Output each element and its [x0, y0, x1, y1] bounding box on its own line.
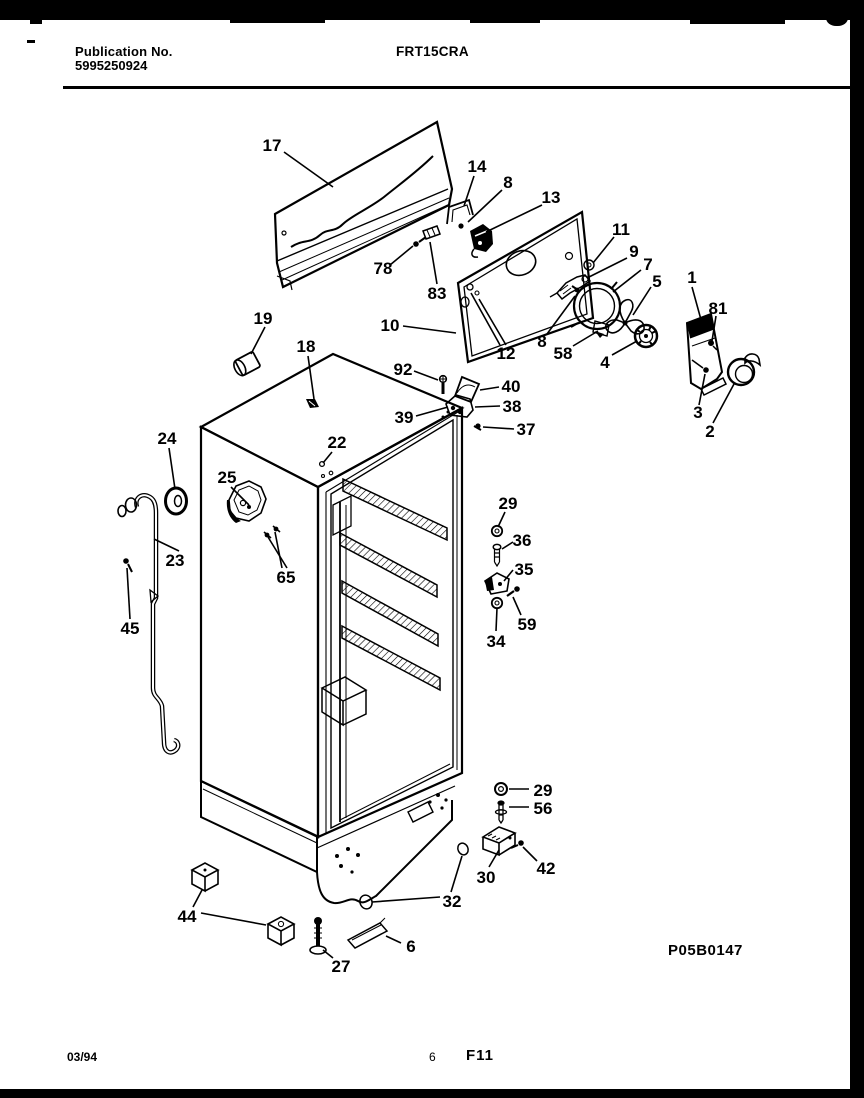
- spacer-sleeve-drawing: [231, 351, 260, 377]
- part-callout-13: 13: [541, 188, 561, 207]
- leader-line-12: [479, 299, 506, 345]
- part-callout-35: 35: [514, 560, 534, 579]
- leader-line-78: [390, 246, 413, 265]
- part-callout-9: 9: [629, 242, 639, 261]
- part-callout-30: 30: [476, 868, 496, 887]
- leader-line-18: [308, 356, 314, 399]
- part-callout-36: 36: [512, 531, 532, 550]
- leader-line-40: [480, 387, 499, 390]
- part-callout-10: 10: [380, 316, 400, 335]
- part-callout-58: 58: [553, 344, 573, 363]
- leader-line-39: [416, 407, 448, 416]
- leader-line-5: [633, 287, 651, 315]
- part-callout-8: 8: [503, 173, 513, 192]
- leader-line-38: [475, 406, 500, 407]
- part-callout-2: 2: [705, 422, 715, 441]
- part-callout-38: 38: [502, 397, 522, 416]
- part-callout-32: 32: [442, 892, 462, 911]
- publication-label: Publication No.: [75, 44, 173, 59]
- leader-line-29: [498, 512, 505, 527]
- part-callout-7: 7: [643, 255, 653, 274]
- part-callout-40: 40: [501, 377, 521, 396]
- callout-layer: [121, 136, 734, 976]
- part-callout-39: 39: [394, 408, 414, 427]
- part-callout-27: 27: [331, 957, 351, 976]
- part-callout-65: 65: [276, 568, 296, 587]
- leader-line-7: [613, 270, 641, 292]
- part-callout-5: 5: [652, 272, 662, 291]
- leader-line-32: [372, 897, 440, 902]
- leader-line-8: [468, 190, 502, 222]
- part-callout-8: 8: [537, 332, 547, 351]
- leader-line-92: [414, 371, 438, 380]
- leader-line-45: [127, 568, 130, 619]
- leader-line-34: [496, 608, 497, 631]
- part-callout-19: 19: [253, 309, 273, 328]
- leader-line-58: [573, 331, 598, 346]
- part-callout-12: 12: [496, 344, 516, 363]
- top-door-hinge-drawing: [440, 376, 481, 430]
- leader-line-44: [193, 890, 202, 907]
- leader-line-36: [502, 542, 513, 549]
- leader-line-37: [483, 427, 514, 429]
- part-callout-37: 37: [516, 420, 536, 439]
- leader-line-11: [593, 237, 614, 263]
- model-number: FRT15CRA: [396, 44, 469, 59]
- part-callout-4: 4: [600, 353, 610, 372]
- part-callout-45: 45: [120, 619, 140, 638]
- footer-date: 03/94: [67, 1050, 98, 1064]
- leader-line-83: [430, 242, 437, 284]
- part-callout-29: 29: [498, 494, 518, 513]
- part-callout-81: 81: [708, 299, 728, 318]
- publication-number: 5995250924: [75, 58, 148, 73]
- part-callout-1: 1: [687, 268, 697, 287]
- bottom-hinge-hardware-drawing: [483, 783, 524, 855]
- part-callout-3: 3: [693, 403, 703, 422]
- part-callout-59: 59: [517, 615, 537, 634]
- part-callout-23: 23: [165, 551, 185, 570]
- leader-line-44: [201, 913, 266, 925]
- leader-line-42: [523, 847, 537, 861]
- part-callout-44: 44: [177, 907, 197, 926]
- part-callout-11: 11: [612, 220, 630, 239]
- footer-page-number: 6: [429, 1050, 436, 1064]
- part-callout-22: 22: [327, 433, 347, 452]
- leader-line-32: [451, 856, 462, 892]
- leader-line-24: [169, 448, 175, 489]
- part-callout-6: 6: [406, 937, 416, 956]
- part-callout-29: 29: [533, 781, 553, 800]
- control-bracket-knob-drawing: [687, 314, 760, 395]
- leader-line-13: [486, 205, 542, 232]
- part-callout-92: 92: [393, 360, 413, 379]
- diagram-plate-code: P05B0147: [668, 942, 743, 959]
- part-callout-14: 14: [467, 157, 487, 176]
- part-callout-56: 56: [533, 799, 553, 818]
- part-callout-42: 42: [536, 859, 556, 878]
- leader-line-4: [612, 341, 637, 355]
- part-callout-18: 18: [296, 337, 316, 356]
- leader-line-6: [386, 936, 401, 943]
- part-callout-25: 25: [217, 468, 237, 487]
- part-callout-34: 34: [486, 632, 506, 651]
- top-trim-panel-drawing: [275, 122, 452, 290]
- leader-line-12: [471, 293, 500, 345]
- side-patch-plate-drawing: [227, 481, 280, 538]
- part-callout-83: 83: [427, 284, 447, 303]
- leader-line-59: [513, 597, 521, 615]
- feet-and-leveler-drawing: [192, 863, 387, 954]
- part-callout-78: 78: [373, 259, 393, 278]
- leader-line-22: [323, 452, 332, 463]
- part-callout-24: 24: [157, 429, 177, 448]
- leader-line-10: [403, 326, 456, 333]
- leader-line-17: [284, 152, 333, 187]
- footer-section-code: F11: [466, 1047, 495, 1064]
- leader-line-2: [713, 384, 734, 423]
- leader-line-19: [251, 327, 265, 354]
- part-callout-17: 17: [262, 136, 282, 155]
